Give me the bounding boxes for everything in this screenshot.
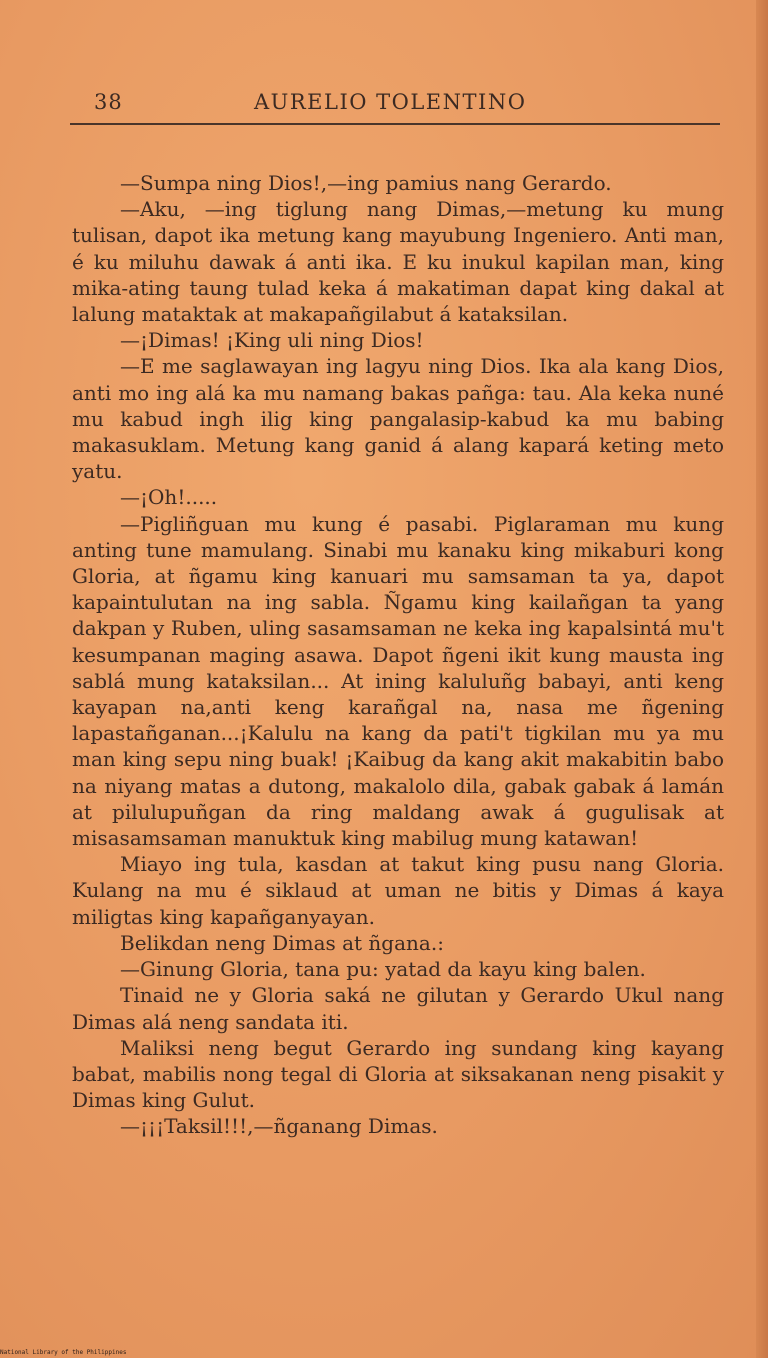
body-text — [72, 170, 724, 1140]
page-header — [70, 86, 720, 122]
running-title: AURELIO TOLENTINO — [254, 90, 527, 114]
library-credit: National Library of the Philippines — [0, 1349, 127, 1356]
paragraph: Tinaid ne y Gloria saká ne gilutan y Gerardo Ukul nang Dimas alá neng sandata iti. — [72, 983, 724, 1034]
paragraph: —Aku, —ing tiglung nang Dimas,—metung ku mung tulisan, dapot ika metung kang mayubung Ingeniero. Anti man, é ku miluhu dawak á anti ika. E ku inukul kapilan man, king mika-ating taung tulad keka á makatiman dapat king dakal at lalung mataktak at makapañgilabut á kataksilan. — [72, 197, 724, 327]
paragraph: —¡¡¡Taksil!!!,—ñganang Dimas. — [120, 1114, 438, 1139]
paragraph: —¡Dimas! ¡King uli ning Dios! — [120, 328, 424, 353]
header-rule — [70, 123, 720, 125]
paragraph: —Pigliñguan mu kung é pasabi. Piglaraman mu kung anting tune mamulang. Sinabi mu kanaku king mikaburi kong Gloria, at ñgamu king kanuari mu samsaman ta ya, dapot kapaintulutan na ing sabla. Ñgamu king kailañgan ta yang dakpan y Ruben, uling sasamsaman ne keka ing kapalsintá mu't kesumpanan maging asawa. Dapot ñgeni ikit kung mausta ing sablá mung kataksilan... At ining kaluluñg babayi, anti keng kayapan na,anti keng karañgal na, nasa me ñgening lapastañganan...¡Kalulu na kang da pati't tigkilan mu ya mu man king sepu ning buak! ¡Kaibug da kang akit makabitin babo na niyang matas a dutong, makalolo dila, gabak gabak á lamán at pilulupuñgan da ring maldang awak á gugulisak at misasamsaman manuktuk king mabilug mung katawan! — [72, 511, 724, 851]
paragraph: Maliksi neng begut Gerardo ing sundang king kayang babat, mabilis nong tegal di Gloria at siksakanan neng pisakit y Dimas king Gulut. — [72, 1035, 724, 1113]
paragraph: —E me saglawayan ing lagyu ning Dios. Ika ala kang Dios, anti mo ing alá ka mu namang bakas pañga: tau. Ala keka nuné mu kabud ingh ilig king pangalasip-kabud ka mu babing makasuklam. Metung kang ganid á alang kapará keting meto yatu. — [72, 354, 724, 484]
paragraph: Belikdan neng Dimas at ñgana.: — [120, 930, 444, 955]
paragraph: —Ginung Gloria, tana pu: yatad da kayu king balen. — [120, 957, 646, 982]
page-number: 38 — [94, 90, 123, 114]
page-edge-shadow — [756, 0, 768, 1358]
paragraph: —¡Oh!..... — [120, 485, 218, 510]
paragraph: Miayo ing tula, kasdan at takut king pusu nang Gloria. Kulang na mu é siklaud at uman ne bitis y Dimas á kaya miligtas king kapañganyayan. — [72, 852, 724, 929]
paragraph: —Sumpa ning Dios!,—ing pamius nang Gerardo. — [120, 171, 612, 195]
